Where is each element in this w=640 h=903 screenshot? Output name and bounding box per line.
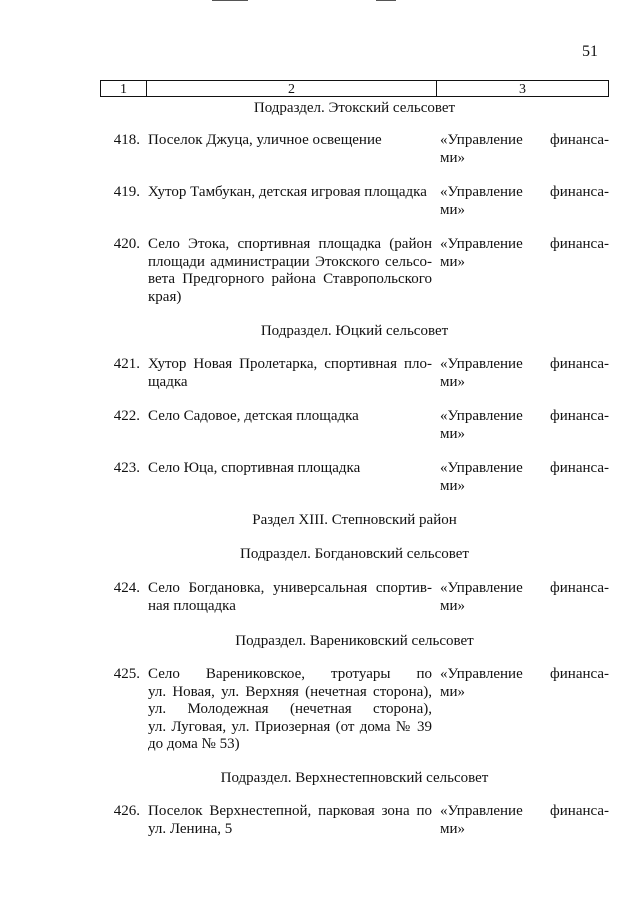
executor-line [440,803,609,821]
executor-cell [440,184,609,219]
executor-cell [440,460,609,495]
description-line: ул. Новая, ул. Верхняя (нечетная сторона), [148,683,432,700]
page-number: 51 [582,43,598,60]
executor-cell [440,666,609,701]
section-heading: Подраздел. Этокский сельсовет [253,100,456,116]
description-line: ул. Ленина, 5 [148,820,233,837]
executor-cell [440,356,609,391]
object-description [148,666,432,754]
row-number: 423. [113,460,140,476]
description-line: ул. Луговая, ул. Приозерная (от дома № 39 [148,718,432,735]
executor-word: финанса- [550,356,609,372]
row-number: 419. [113,184,140,200]
executor-cell [440,132,609,167]
executor-line [440,356,609,374]
section-heading: Подраздел. Юцкий сельсовет [260,323,449,339]
executor-word: финанса- [550,236,609,252]
executor-line: ми» [440,373,466,390]
executor-cell [440,408,609,443]
executor-word: финанса- [550,132,609,148]
column-1-header: 1 [101,81,147,96]
object-description [148,236,432,306]
row-number: 426. [113,803,140,819]
description-line: края) [148,288,182,305]
column-3-header: 3 [519,82,526,97]
description-line: Поселок Верхнестепной, парковая зона по [148,803,432,819]
object-description [148,803,432,838]
column-2-header: 2 [147,81,437,96]
row-number: 424. [113,580,140,596]
executor-line [440,408,609,426]
executor-word: «Управление [440,356,523,372]
description-line: ул. Молодежная (нечетная сторона), [148,701,432,717]
executor-word: «Управление [440,184,523,200]
top-edge-mark-left [212,0,248,1]
description-line: щадка [148,373,188,390]
executor-line [440,460,609,478]
description-line: Хутор Тамбукан, детская игровая площадка [148,184,427,200]
executor-word: «Управление [440,408,523,424]
row-number: 421. [113,356,140,372]
executor-word: финанса- [550,666,609,682]
section-heading: Подраздел. Богдановский сельсовет [240,546,469,562]
executor-line: ми» [440,253,466,270]
description-line: Село Варениковское, тротуары по [148,666,432,682]
top-edge-mark-right [376,0,396,1]
object-description [148,184,432,202]
object-description [148,356,432,391]
executor-word: «Управление [440,460,523,476]
executor-word: «Управление [440,803,523,819]
description-line: Село Богдановка, универсальная спортив- [148,580,432,596]
section-heading: Подраздел. Верхнестепновский сельсовет [220,770,489,786]
object-description [148,132,432,150]
executor-line: ми» [440,820,466,837]
object-description [148,580,432,615]
executor-line: ми» [440,683,466,700]
executor-line: ми» [440,149,466,166]
description-line: до дома № 53) [148,736,240,752]
executor-cell [440,236,609,271]
executor-word: финанса- [550,803,609,819]
description-line: Село Юца, спортивная площадка [148,460,361,476]
row-number: 422. [113,408,140,424]
executor-line: ми» [440,201,466,218]
description-line: Поселок Джуца, уличное освещение [148,132,382,148]
description-line: Хутор Новая Пролетарка, спортивная пло- [148,356,432,372]
executor-line [440,236,609,254]
executor-line: ми» [440,425,466,442]
description-line: ная площадка [148,597,236,614]
executor-line: ми» [440,477,466,494]
section-heading: Подраздел. Варениковский сельсовет [235,633,474,649]
row-number: 420. [113,236,140,252]
executor-line [440,132,609,150]
executor-word: финанса- [550,408,609,424]
executor-line [440,666,609,684]
executor-word: финанса- [550,460,609,476]
section-heading: Раздел XIII. Степновский район [252,512,457,528]
executor-word: «Управление [440,236,523,252]
executor-word: «Управление [440,132,523,148]
executor-word: финанса- [550,184,609,200]
executor-word: «Управление [440,666,523,682]
description-line: Село Этока, спортивная площадка (район [148,236,432,252]
executor-cell [440,803,609,838]
description-line: вета Предгорного района Ставропольского [148,271,432,287]
description-line: площади администрации Этокского сельсо- [148,253,432,270]
executor-line: ми» [440,597,466,614]
object-description [148,408,432,426]
object-description [148,460,432,478]
executor-line [440,580,609,598]
executor-word: «Управление [440,580,523,596]
description-line: Село Садовое, детская площадка [148,408,359,424]
executor-word: финанса- [550,580,609,596]
row-number: 425. [113,666,140,682]
row-number: 418. [113,132,140,148]
executor-line [440,184,609,202]
executor-cell [440,580,609,615]
column-number-header [100,80,609,97]
